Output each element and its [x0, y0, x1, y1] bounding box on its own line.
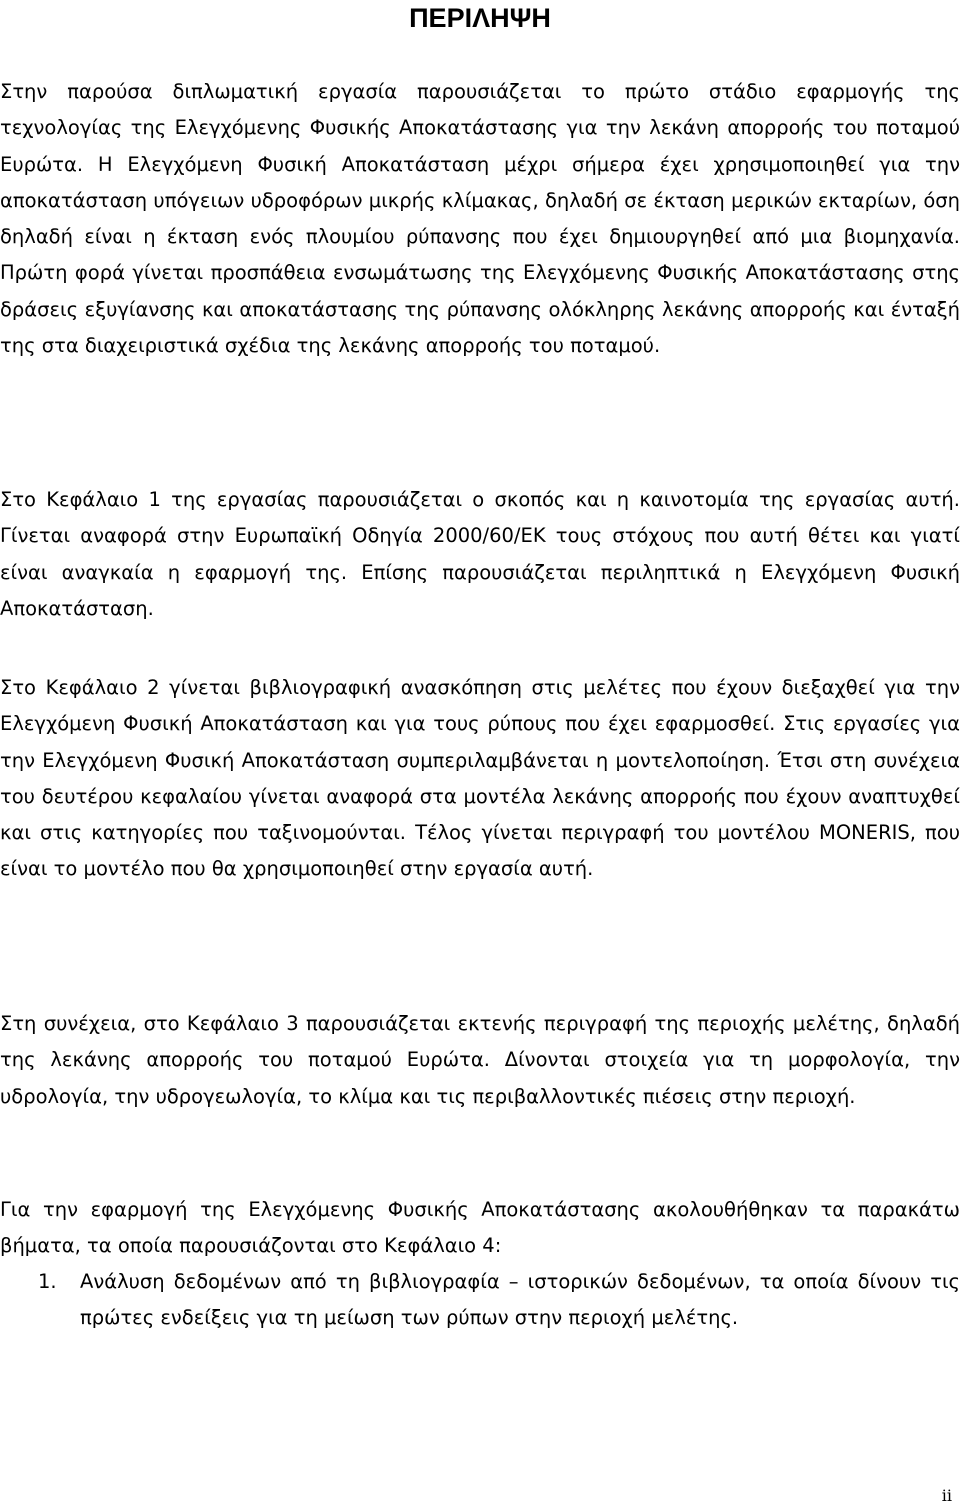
paragraph-chapter-4-steps: Για την εφαρμογή της Ελεγχόμενης Φυσικής Αποκατάστασης ακολουθήθηκαν τα παρακάτω βήματα, τα οποία παρουσιάζονται στο Κεφάλαιο 4: [0, 1198, 960, 1258]
list-item-number: 1. [38, 1270, 57, 1293]
steps-list [0, 1264, 960, 1337]
page-number: ii [941, 1486, 952, 1505]
paragraph-chapter-2: Στο Κεφάλαιο 2 γίνεται βιβλιογραφική ανασκόπηση στις μελέτες που έχουν διεξαχθεί για την Ελεγχόμενη Φυσική Αποκατάσταση και για τους ρύπους που έχει εφαρμοσθεί. Στις εργασίες για την Ελεγχόμενη Φυσική Αποκατάσταση συμπεριλαμβάνεται η μοντελοποίηση. Έτσι στη συνέχεια του δευτέρου κεφαλαίου γίνεται αναφορά στα μοντέλα λεκάνης απορροής που έχουν αναπτυχθεί και στις κατηγορίες που ταξινομούνται. Τέλος γίνεται περιγραφή του μοντέλου MONERIS, που είναι το μοντέλο που θα χρησιμοποιηθεί στην εργασία αυτή. [0, 676, 960, 881]
paragraph-chapter-3: Στη συνέχεια, στο Κεφάλαιο 3 παρουσιάζεται εκτενής περιγραφή της περιοχής μελέτης, δηλαδή της λεκάνης απορροής του ποταμού Ευρώτα. Δίνονται στοιχεία για τη μορφολογία, την υδρολογία, την υδρογεωλογία, το κλίμα και τις περιβαλλοντικές πιέσεις στην περιοχή. [0, 1012, 960, 1108]
page-title: ΠΕΡΙΛΗΨΗ [409, 3, 551, 33]
list-item-text: Ανάλυση δεδομένων από τη βιβλιογραφία – ιστορικών δεδομένων, τα οποία δίνουν τις πρώτες ενδείξεις για τη μείωση των ρύπων στην περιοχή μελέτης. [80, 1270, 960, 1330]
paragraph-intro: Στην παρούσα διπλωματική εργασία παρουσιάζεται το πρώτο στάδιο εφαρμογής της τεχνολογίας της Ελεγχόμενης Φυσικής Αποκατάστασης για την λεκάνη απορροής του ποταμού Ευρώτα. Η Ελεγχόμενη Φυσική Αποκατάσταση μέχρι σήμερα έχει χρησιμοποιηθεί για την αποκατάσταση υπόγειων υδροφόρων μικρής κλίμακας, δηλαδή σε έκταση μερικών εκταρίων, όση δηλαδή είναι η έκταση ενός πλουμίου ρύπανσης που έχει δημιουργηθεί από μια βιομηχανία. Πρώτη φορά γίνεται προσπάθεια ενσωμάτωσης της Ελεγχόμενης Φυσικής Αποκατάστασης στης δράσεις εξυγίανσης και αποκατάστασης της ρύπανσης ολόκληρης λεκάνης απορροής και ένταξή της στα διαχειριστικά σχέδια της λεκάνης απορροής του ποταμού. [0, 80, 960, 358]
paragraph-chapter-1: Στο Κεφάλαιο 1 της εργασίας παρουσιάζεται ο σκοπός και η καινοτομία της εργασίας αυτή. Γίνεται αναφορά στην Ευρωπαϊκή Οδηγία 2000/60/ΕΚ τους στόχους που αυτή θέτει και γιατί είναι αναγκαία η εφαρμογή της. Επίσης παρουσιάζεται περιληπτικά η Ελεγχόμενη Φυσική Αποκατάσταση. [0, 488, 960, 620]
list-item [0, 1264, 960, 1337]
